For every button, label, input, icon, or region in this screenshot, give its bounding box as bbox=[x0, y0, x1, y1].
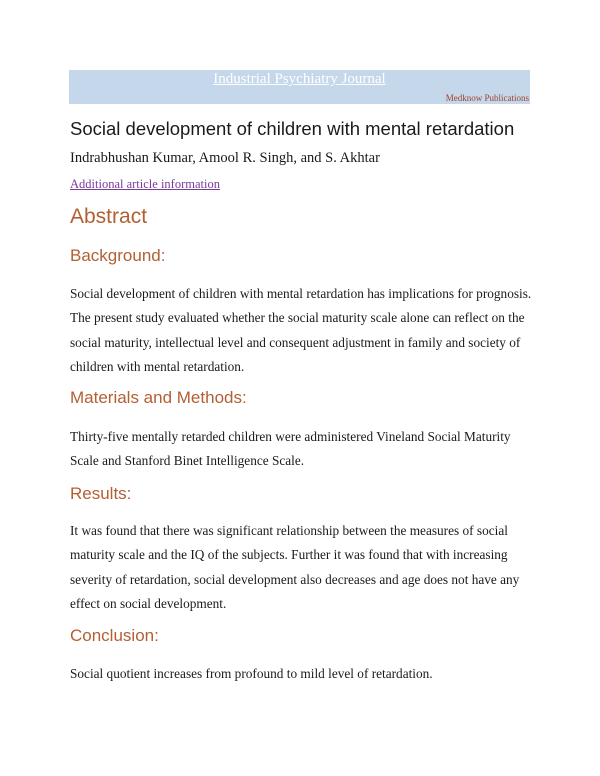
results-text: It was found that there was significant relationship between the measures of social maturity scale and the IQ of the subjects. Further it was found that with increasing severity of retardation, social development also decreases and age does not have any effect on social development. bbox=[70, 523, 520, 611]
methods-heading: Materials and Methods: bbox=[70, 388, 247, 407]
methods-text: Thirty-five mentally retarded children were administered Vineland Social Maturity Scale and Stanford Binet Intelligence Scale. bbox=[70, 429, 511, 469]
background-heading: Background: bbox=[70, 246, 166, 265]
conclusion-text: Social quotient increases from profound to mild level of retardation. bbox=[70, 666, 433, 681]
publisher-name: Medknow Publications bbox=[445, 93, 529, 103]
results-heading: Results: bbox=[70, 484, 132, 503]
article-title: Social development of children with mental retardation bbox=[70, 118, 515, 139]
abstract-heading: Abstract bbox=[70, 205, 148, 228]
additional-info-link[interactable]: Additional article information bbox=[70, 177, 220, 191]
conclusion-heading: Conclusion: bbox=[70, 626, 159, 645]
journal-banner bbox=[69, 70, 530, 104]
background-text: Social development of children with mental retardation has implications for prognosis. The present study evaluated whether the social maturity scale alone can reflect on the social maturity, intellectual level and consequent adjustment in family and society of children with mental retardation. bbox=[70, 286, 532, 374]
journal-title-link[interactable]: Industrial Psychiatry Journal bbox=[213, 71, 386, 87]
author-list: Indrabhushan Kumar, Amool R. Singh, and S. Akhtar bbox=[70, 150, 380, 166]
